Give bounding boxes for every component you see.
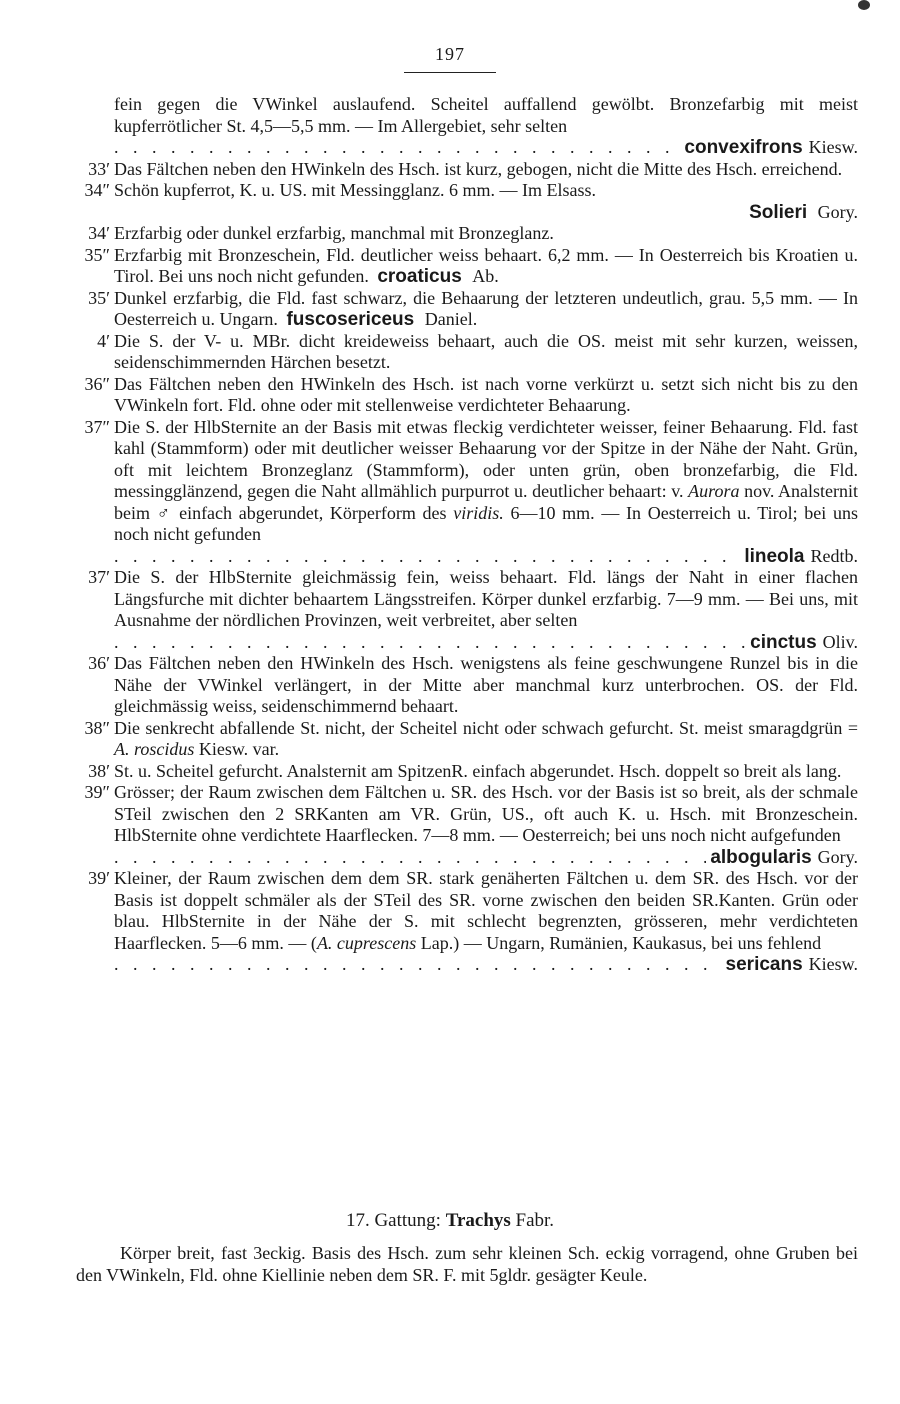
genus-heading	[0, 1210, 900, 1232]
entry-text: nov. Analsternit beim ♂ einfach abgerundet, Körperform des	[114, 481, 859, 523]
entry-number: 38′	[88, 760, 110, 781]
dot-leader	[114, 954, 722, 976]
entry-text: Das Fältchen neben den HWinkeln des Hsch. ist kurz, gebogen, nicht die Mitte des Hsch. erreichend.	[114, 158, 843, 179]
entry-text: Die S. der V- u. MBr. dicht kreideweiss behaart, auch die OS. meist mit sehr kurzen, weissen, seidenschimmernden Härchen besetzt.	[114, 330, 858, 372]
key-entry	[76, 653, 858, 718]
entry-number: 37′	[88, 567, 110, 587]
key-entries	[76, 94, 858, 976]
species-line	[114, 137, 858, 159]
species-reference: A. cuprescens	[316, 932, 417, 953]
entry-number: 35″	[84, 244, 110, 265]
key-entry	[76, 782, 858, 868]
entry-number: 38″	[84, 717, 110, 738]
species-line	[114, 632, 858, 654]
key-entry	[76, 761, 858, 783]
entry-number: 35′	[88, 287, 110, 308]
species-line	[114, 954, 858, 976]
species-name: cinctus	[750, 631, 817, 653]
species-name: sericans	[725, 954, 803, 975]
entry-text: Die S. der HlbSternite gleichmässig fein, weiss behaart. Fld. längs der Naht in einer flachen Längsfurche mit dichter behaartem Längsstreifen. Körper dunkel erzfarbig. 7—9 mm. — Bei uns, mit Ausnahme der nördlichen Provinzen, weit verbreitet, aber selten	[114, 567, 858, 630]
entry-number: 36″	[84, 373, 110, 394]
variety-name: Aurora	[688, 481, 740, 501]
species-line	[114, 202, 858, 224]
entry-number: 34″	[84, 180, 110, 200]
key-entry	[76, 245, 858, 288]
entry-text: St. u. Scheitel gefurcht. Analsternit am SpitzenR. einfach abgerundet. Hsch. doppelt so breit als lang.	[114, 760, 842, 781]
key-entry	[76, 567, 858, 653]
entry-text: Dunkel erzfarbig, die Fld. fast schwarz, die Behaarung der letzteren undeutlich, grau. 5,5 mm. — In Oesterreich u. Ungarn.	[114, 287, 858, 329]
species-name: Solieri	[749, 201, 808, 223]
key-entry	[76, 223, 858, 245]
species-line	[114, 847, 858, 869]
entry-text: Schön kupferrot, K. u. US. mit Messingglanz. 6 mm. — Im Elsass.	[114, 180, 596, 200]
dot-leader	[114, 632, 746, 654]
species-author: Gory.	[817, 846, 858, 867]
entry-text: Grösser; der Raum zwischen dem Fältchen u. SR. des Hsch. vor der Basis ist so breit, als der schmale STeil zwischen den 2 SRKanten am VR. Grün, US., oft auch K. u. Hsch. mit Bronzeschein. HlbSternite ohne verdichtete Haarflecken. 7—8 mm. — Oesterreich; bei uns noch nicht aufgefunden	[114, 782, 858, 845]
ink-speck	[858, 0, 870, 10]
key-entry	[76, 868, 858, 976]
entry-text: Kleiner, der Raum zwischen dem dem SR. stark genäherten Fältchen u. dem SR. des Hsch. vor der Basis ist doppelt schmäler als der STeil des SR. vorne zwischen den beiden SR.Kanten. Grün oder blau. HlbSternite in der Nähe der S. mit schlecht begrenzten, grösseren, mehr verdichteten Haarflecken. 5—6 mm. — (	[114, 868, 858, 953]
genus-description: Körper breit, fast 3eckig. Basis des Hsch. zum sehr kleinen Sch. eckig vorragend, ohne Gruben bei den VWinkeln, Fld. ohne Kiellinie neben dem SR. F. mit 5gldr. gesägter Keule.	[76, 1243, 858, 1285]
key-entry	[76, 288, 858, 331]
key-entry	[76, 159, 858, 181]
species-name: lineola	[744, 545, 805, 567]
entry-number: 34′	[88, 223, 110, 243]
species-name: convexifrons	[684, 137, 803, 158]
dot-leader	[114, 847, 706, 869]
species-name: fuscosericeus	[286, 309, 415, 330]
species-author: Gory.	[817, 201, 858, 222]
key-entry	[76, 180, 858, 223]
page-number: 197	[435, 44, 465, 64]
key-entry	[76, 718, 858, 761]
entry-number: 4′	[97, 330, 110, 351]
entry-text: Kiesw. var.	[198, 739, 280, 759]
species-reference: A. roscidus	[114, 739, 195, 759]
species-author: Daniel.	[424, 309, 478, 329]
species-author: Redtb.	[810, 545, 858, 566]
entry-text: Erzfarbig oder dunkel erzfarbig, manchmal mit Bronzeglanz.	[114, 223, 554, 243]
entry-number: 37″	[84, 416, 110, 437]
entry-text: Die S. der HlbSternite an der Basis mit etwas fleckig verdichteter weisser, feiner Behaarung. Fld. fast kahl (Stammform) oder mit deutlicher weisser Behaarung vor der Spitze in der Nähe der Naht. Grün, oft mit leichtem Bronzeglanz (Stammform), oder unten grün, oben bronzefarbig, die Fld. messingglänzend, gegen die Naht allmählich purpurrot u. deutlicher behaart: v.	[114, 416, 858, 501]
key-entry	[76, 331, 858, 374]
species-author: Ab.	[472, 266, 499, 286]
dot-leader	[114, 546, 740, 568]
key-entry	[76, 94, 858, 159]
key-entry	[76, 417, 858, 568]
entry-number: 39″	[84, 782, 110, 802]
species-author: Kiesw.	[808, 954, 858, 974]
species-line	[114, 546, 858, 568]
entry-text: 6—10 mm. — In Oesterreich u. Tirol; bei uns noch nicht gefunden	[114, 502, 858, 544]
entry-number: 36′	[88, 653, 110, 673]
entry-text: Lap.) — Ungarn, Rumänien, Kaukasus, bei uns fehlend	[420, 932, 822, 953]
genus-author: Fabr.	[515, 1210, 555, 1231]
entry-number: 39′	[88, 868, 110, 888]
entry-text: Die senkrecht abfallende St. nicht, der Scheitel nicht oder schwach gefurcht. St. meist smaragdgrün =	[114, 717, 858, 738]
genus-prefix: 17. Gattung:	[345, 1210, 441, 1231]
key-entry	[76, 374, 858, 417]
entry-text: Das Fältchen neben den HWinkeln des Hsch. wenigstens als feine geschwungene Runzel bis in die Nähe der VWinkel verlängert, in der Mitte aber manchmal kurz unterbrochen. OS. der Fld. gleichmässig weiss, seidenschimmernd behaart.	[114, 653, 858, 716]
species-reference: viridis.	[453, 502, 504, 523]
entry-number: 33′	[88, 158, 110, 179]
species-author: Oliv.	[822, 631, 858, 652]
page-number-rule	[404, 72, 496, 73]
entry-text: Das Fältchen neben den HWinkeln des Hsch. ist nach vorne verkürzt u. setzt sich nicht bis zu den VWinkeln fort. Fld. ohne oder mit stellenweise verdichteter Behaarung.	[114, 373, 858, 415]
entry-text: Erzfarbig mit Bronzeschein, Fld. deutlicher weiss behaart. 6,2 mm. — In Oesterreich bis Kroatien u. Tirol. Bei uns noch nicht gefunden.	[114, 244, 858, 286]
entry-text: fein gegen die VWinkel auslaufend. Scheitel auffallend gewölbt. Bronzefarbig mit meist kupferrötlicher St. 4,5—5,5 mm. — Im Allergebiet, sehr selten	[114, 94, 858, 136]
species-name: croaticus	[377, 266, 462, 287]
species-name: albogularis	[710, 846, 812, 868]
genus-name: Trachys	[445, 1210, 511, 1231]
species-author: Kiesw.	[808, 137, 858, 157]
dot-leader	[114, 137, 680, 159]
